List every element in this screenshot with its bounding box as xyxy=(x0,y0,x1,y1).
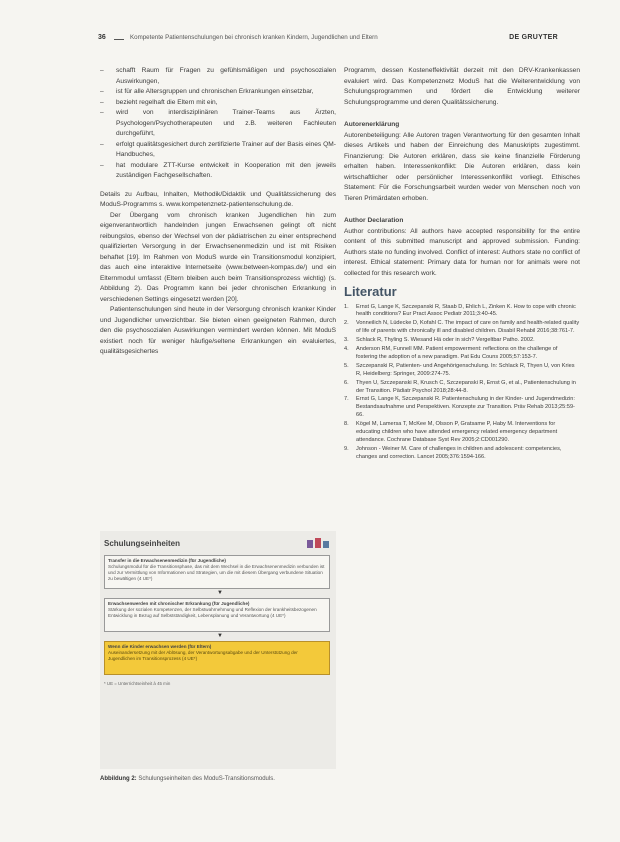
figure-box-title: Schulungseinheiten xyxy=(104,539,181,548)
feature-list xyxy=(100,66,336,182)
reference-item: 5. Szczepanski R, Patienten- und Angehörigenschulung. In: Schlack R, Thyen U, von Kries R, Heidelberg: Springer, 2009:274-75. xyxy=(344,362,575,377)
module-level-title: Transfer in die Erwachsenenmedizin (für Jugendliche) xyxy=(108,558,226,563)
figure-box xyxy=(100,531,336,769)
list-item: – bezieht regelhaft die Eltern mit ein, xyxy=(100,98,336,109)
family-logo-icon xyxy=(306,537,330,549)
reference-text: Ernst G, Lange K, Szczepanski R. Patientenschulung in der Kinder- und Jugendmedizin: Bestandsaufnahme und Perspektiven. Konzepte zur Transition. Präv Rehab 2013;25:59-66. xyxy=(356,396,575,419)
reference-item: 6. Thyen U, Szczepanski R, Krusch C, Szczepanski R, Ernst G, et al., Patientenschulung in der Transition. Pädiatr Psychol 2018;28:44-8. xyxy=(344,379,576,394)
header-rule xyxy=(114,39,124,40)
reference-item: 2. Vonneilich N, Lüdecke D, Kofahl C. The impact of care on family and health-related quality of life of parents with chronically ill and disabled children. Disabil Rehabil 2016;38:761-7. xyxy=(344,320,580,335)
publisher-name: DE GRUYTER xyxy=(509,34,558,41)
list-item: – hat modulare ZTT-Kurse entwickelt in Kooperation mit den jeweils zuständigen Fachgesellschaften. xyxy=(100,161,336,182)
right-column xyxy=(344,66,580,463)
left-column xyxy=(100,66,336,358)
caption-label: Abbildung 2: xyxy=(100,776,137,782)
reference-item: 8. Kögel M, Lamersa T, McKee M, Olsson P, Gratsame P, Haby M. Interventions for educating children who have attended emergency related emergency department attendance. Cochrane Database Syst Rev 2005;2:CD001290. xyxy=(344,421,558,443)
body-paragraph: Der Übergang vom chronisch kranken Jugendlichen hin zum eigenverantwortlich handelnden jungen Erwachsenen gelingt oft nicht reibungslos, ebenso der Wechsel von der pädiatrischen zu einer entsprechend qualifizierten Versorgung in der Erwachsenenmedizin und ist mit Risiken behaftet [19]. Im Rahmen von ModuS wurde ein Transitionsmodul konzipiert, das auch eine interaktive Internetseite (www.between-kompas.de/) und ein Elternmodul umfasst (Eltern bleiben auch beim Transitionsprozess wichtig) (s. Abbildung 2). Das Programm kann bei jeder chronischen Erkrankung in verschiedenen Settings eingesetzt werden [20]. xyxy=(100,211,336,303)
list-item: – schafft Raum für Fragen zu gefühlsmäßigen und psychosozialen Auswirkungen, xyxy=(100,66,336,87)
module-level-title: Erwachsenwerden mit chronischer Erkrankung (für Jugendliche) xyxy=(108,601,250,606)
section-text: Autorenbeteiligung: Alle Autoren tragen Verantwortung für den gesamten Inhalt dieses Artikels und haben der Einreichung des Manuskripts zugestimmt. Finanzierung: Die Autoren erklären, dass sie keine finanzielle Förderung erhalten haben. Interessenkonflikt: Die Autoren erklären, dass kein wirtschaftlicher oder persönlicher Interessenkonflikt vorliegt. Ethisches Statement: Für die Forschungsarbeit wurden weder von Menschen noch von Tieren Primärdaten erhoben. xyxy=(344,131,580,202)
module-level-text: Auseinandersetzung mit der Ablösung, der Verantwortungsabgabe und der Unterstützung der Jugendlichen im Transitionsprozess (4 UE*) xyxy=(108,650,298,661)
reference-list xyxy=(344,304,580,462)
arrow-down-icon: ▼ xyxy=(217,590,223,596)
module-level-parents xyxy=(104,641,330,675)
module-level-title: Wenn die Kinder erwachsen werden (für Eltern) xyxy=(108,644,212,649)
figure-caption xyxy=(100,776,336,782)
reference-item: 3. Schlack R, Thyling S. Wiesand Hä oder in sich? Vergeltbar Patho. 2002. xyxy=(344,337,535,344)
caption-text: Schulungseinheiten des ModuS-Transitionsmoduls. xyxy=(138,776,275,782)
reference-text: Vonneilich N, Lüdecke D, Kofahl C. The impact of care on family and health-related quality of life of parents with chronically ill and disabled children. Disabil Rehabil 2016;38:761-7. xyxy=(356,320,580,335)
page-number: 36 xyxy=(98,34,106,41)
reference-item: 1. Ernst G, Lange K, Szczepanski R, Staab D, Ehlich L, Zinken K. How to cope with chronic health conditions? Eur Pract Assoc Pediatr 2011;3:40-45. xyxy=(344,303,576,318)
list-item: – erfolgt qualitätsgesichert durch zertifizierte Trainer auf der Basis eines QM-Handbuches, xyxy=(100,140,336,161)
body-paragraph: Programm, dessen Kosteneffektivität derzeit mit den DRV-Krankenkassen evaluiert wird. Das Kompetenznetz ModuS hat die Weiterentwicklung von Schulungsprogrammen und fördert die Entwicklung weiterer Schulungsprogramme und deren Qualitätssicherung. xyxy=(344,67,580,106)
module-level-text: Schulungsmodul für die Transitionsphase, das mit dem Wechsel in die Erwachsenenmedizin verbunden ist und zur Vermittlung von Informationen und Strategien, um die mit diesem Übergang verbundene Situation zu bewältigen (4 UE*) xyxy=(108,564,325,581)
module-level-transfer xyxy=(104,555,330,589)
reference-item: 9. Johnson - Weiner M. Care of challenges in children and adolescent: competencies, changes and correction. Lancet 2005;376:1594-166. xyxy=(344,445,562,460)
module-level-text: Stärkung der sozialen Kompetenzen, der Selbstwahrnehmung und Reflexion der krankheitsbezogenen Entwicklung in Bezug auf Selbstständigkeit, Lebensplanung und Verantwortung (4 UE*) xyxy=(108,607,317,618)
reference-text: Thyen U, Szczepanski R, Krusch C, Szczepanski R, Ernst G, et al., Patientenschulung in der Transition. Pädiatr Psychol 2018;28:44-8. xyxy=(356,379,576,394)
reference-text: Schlack R, Thyling S. Wiesand Hä oder in sich? Vergeltbar Patho. 2002. xyxy=(356,337,535,344)
section-heading: Autorenerklärung xyxy=(344,121,400,128)
reference-item: 4. Anderson RM, Funnell MM. Patient empowerment: reflections on the challenge of fostering the adoption of a new paradigm. Pat Edu Couns 2005;57:153-7. xyxy=(344,346,558,360)
list-item: – ist für alle Altersgruppen und chronischen Erkrankungen einsetzbar, xyxy=(100,87,336,98)
module-level-growing-up xyxy=(104,598,330,632)
reference-text: Ernst G, Lange K, Szczepanski R, Staab D, Ehlich L, Zinken K. How to cope with chronic health conditions? Eur Pract Assoc Pediatr 2011;3:40-45. xyxy=(356,303,576,318)
running-header xyxy=(98,34,558,46)
reference-text: Kögel M, Lamersa T, McKee M, Olsson P, Gratsame P, Haby M. Interventions for educating children who have attended emergency related emergency department attendance. Cochrane Database Syst Rev 2005;2:CD001290. xyxy=(356,421,558,443)
reference-item: 7. Ernst G, Lange K, Szczepanski R. Patientenschulung in der Kinder- und Jugendmedizin: Bestandsaufnahme und Perspektiven. Konzepte zur Transition. Präv Rehab 2013;25:59-66. xyxy=(344,396,575,419)
reference-text: Anderson RM, Funnell MM. Patient empowerment: reflections on the challenge of fostering the adoption of a new paradigm. Pat Edu Couns 2005;57:153-7. xyxy=(356,346,558,360)
running-title: Kompetente Patientenschulungen bei chronisch kranken Kindern, Jugendlichen und Eltern xyxy=(130,34,378,41)
reference-text: Johnson - Weiner M. Care of challenges in children and adolescent: competencies, changes and correction. Lancet 2005;376:1594-166. xyxy=(356,445,562,460)
section-text: Author contributions: All authors have accepted responsibility for the entire content of this submitted manuscript and approved submission. Funding: Authors state no funding involved. Conflict of interest: Authors state no conflict of interest. Ethical statement: Primary data for human nor for animals were not collected for this research work. xyxy=(344,227,580,277)
figure-footnote: * UE = Unterrichtseinheit à 45 min xyxy=(104,681,171,686)
section-heading: Author Declaration xyxy=(344,217,404,224)
reference-text: Szczepanski R, Patienten- und Angehörigenschulung. In: Schlack R, Thyen U, von Kries R, Heidelberg: Springer, 2009:274-75. xyxy=(356,362,575,377)
list-item: – wird von interdisziplinären Trainer-Teams aus Ärzten, Psychologen/Psychotherapeuten und z.B. weiteren Fachleuten durchgeführt, xyxy=(100,108,336,140)
arrow-down-icon: ▼ xyxy=(217,633,223,639)
body-paragraph: Details zu Aufbau, Inhalten, Methodik/Didaktik und Qualitätssicherung des ModuS-Programms s. www.kompetenznetz-patientenschulung.de. xyxy=(100,190,336,208)
literature-heading: Literatur xyxy=(344,284,397,299)
body-paragraph: Patientenschulungen sind heute in der Versorgung chronisch kranker Kinder und Jugendlicher unverzichtbar. Sie bieten einen geeigneten Rahmen, durch den die psychosozialen Auswirkungen vermindert werden können. Mit ModuS existiert noch für weniger häufige/seltene Erkrankungen ein evaluiertes, qualitätsgesichertes xyxy=(100,306,336,355)
